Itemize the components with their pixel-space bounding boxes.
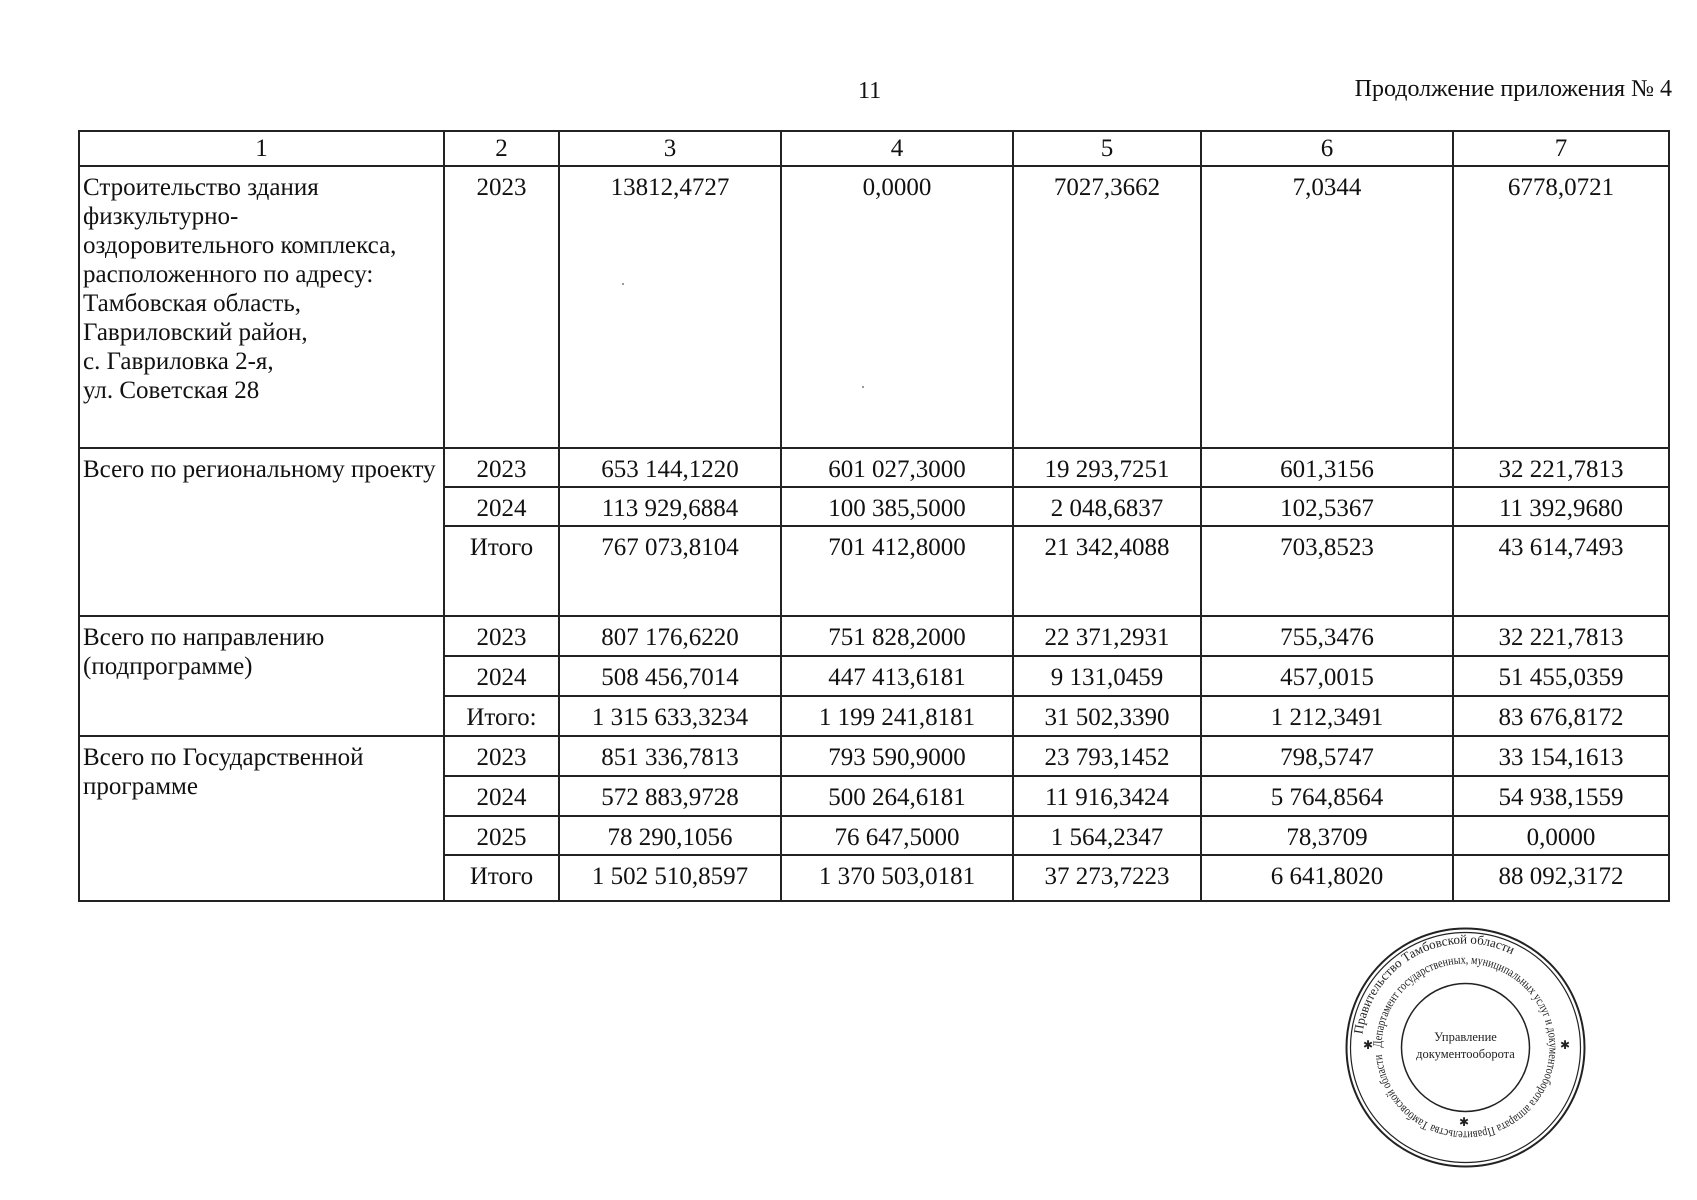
continuation-label: Продолжение приложения № 4 — [1354, 76, 1672, 102]
value-cell: 798,5747 — [1201, 736, 1453, 776]
value-cell: 2 048,6837 — [1013, 487, 1201, 526]
value-cell: 767 073,8104 — [559, 526, 781, 616]
value-cell: 88 092,3172 — [1453, 855, 1669, 901]
value-cell: 83 676,8172 — [1453, 696, 1669, 736]
value-cell: 457,0015 — [1201, 656, 1453, 696]
value-cell: 755,3476 — [1201, 616, 1453, 656]
value-cell: 500 264,6181 — [781, 776, 1013, 816]
table-row — [79, 166, 1669, 448]
value-cell: 51 455,0359 — [1453, 656, 1669, 696]
value-cell: 22 371,2931 — [1013, 616, 1201, 656]
value-cell: 703,8523 — [1201, 526, 1453, 616]
value-cell: 76 647,5000 — [781, 816, 1013, 855]
column-header: 6 — [1201, 131, 1453, 166]
value-cell: 851 336,7813 — [559, 736, 781, 776]
year-cell: 2024 — [444, 656, 559, 696]
value-cell: 78 290,1056 — [559, 816, 781, 855]
object-name-line: расположенного по адресу: — [83, 261, 374, 288]
value-cell: 32 221,7813 — [1453, 616, 1669, 656]
table-row — [79, 616, 1669, 656]
group-name-cell: Всего по региональному проекту — [79, 448, 444, 616]
value-cell: 1 502 510,8597 — [559, 855, 781, 901]
column-number-row — [79, 131, 1669, 166]
object-name-line: физкультурно- — [83, 203, 239, 230]
stamp-star-icon: ✱ — [1560, 1038, 1571, 1052]
year-cell: 2023 — [444, 616, 559, 656]
value-cell: 19 293,7251 — [1013, 448, 1201, 487]
value-cell: 11 916,3424 — [1013, 776, 1201, 816]
value-cell: 601,3156 — [1201, 448, 1453, 487]
value-cell: 7,0344 — [1201, 166, 1453, 448]
table-row — [79, 736, 1669, 776]
year-cell: 2023 — [444, 448, 559, 487]
value-cell: 5 764,8564 — [1201, 776, 1453, 816]
page-number: 11 — [858, 78, 882, 104]
value-cell: 31 502,3390 — [1013, 696, 1201, 736]
object-name-line: ул. Советская 28 — [83, 377, 260, 404]
value-cell: 21 342,4088 — [1013, 526, 1201, 616]
value-cell: 113 929,6884 — [559, 487, 781, 526]
value-cell: 9 131,0459 — [1013, 656, 1201, 696]
value-cell: 793 590,9000 — [781, 736, 1013, 776]
value-cell: 1 199 241,8181 — [781, 696, 1013, 736]
stamp-center-line-2: документооборота — [1416, 1047, 1515, 1061]
table-row — [79, 448, 1669, 487]
object-name-line: Тамбовская область, — [83, 290, 301, 317]
stamp-middle-text: Департамент государственных, муниципальных услуг и документооборота аппарата Правительства Тамбовской области — [1370, 952, 1561, 1143]
total-label-cell: Итого: — [444, 696, 559, 736]
value-cell: 1 212,3491 — [1201, 696, 1453, 736]
value-cell: 1 315 633,3234 — [559, 696, 781, 736]
value-cell: 701 412,8000 — [781, 526, 1013, 616]
year-cell: 2024 — [444, 487, 559, 526]
value-cell: 78,3709 — [1201, 816, 1453, 855]
value-cell: 751 828,2000 — [781, 616, 1013, 656]
value-cell: 0,0000 — [781, 166, 1013, 448]
object-name-line: Гавриловский район, — [83, 319, 308, 346]
column-header: 2 — [444, 131, 559, 166]
value-cell: 102,5367 — [1201, 487, 1453, 526]
value-cell: 508 456,7014 — [559, 656, 781, 696]
year-cell: 2025 — [444, 816, 559, 855]
value-cell: 447 413,6181 — [781, 656, 1013, 696]
value-cell: 572 883,9728 — [559, 776, 781, 816]
stamp-star-icon: ✱ — [1363, 1038, 1374, 1052]
value-cell: 100 385,5000 — [781, 487, 1013, 526]
value-cell: 6 641,8020 — [1201, 855, 1453, 901]
stamp-outer-text: Правительство Тамбовской области — [1350, 931, 1518, 1035]
total-label-cell: Итого — [444, 526, 559, 616]
value-cell: 23 793,1452 — [1013, 736, 1201, 776]
value-cell: 1 564,2347 — [1013, 816, 1201, 855]
value-cell: 32 221,7813 — [1453, 448, 1669, 487]
total-label-cell: Итого — [444, 855, 559, 901]
value-cell: 37 273,7223 — [1013, 855, 1201, 901]
group-name-cell: Всего по Государственной программе — [79, 736, 444, 901]
object-name-line: Строительство здания — [83, 174, 319, 201]
value-cell: 0,0000 — [1453, 816, 1669, 855]
object-name-cell — [79, 166, 444, 448]
year-cell: 2023 — [444, 166, 559, 448]
stamp-star-icon: ✱ — [1459, 1115, 1470, 1129]
stamp-center-line-1: Управление — [1434, 1030, 1497, 1044]
object-name-line: оздоровительного комплекса, — [83, 232, 397, 259]
value-cell: 7027,3662 — [1013, 166, 1201, 448]
value-cell: 6778,0721 — [1453, 166, 1669, 448]
column-header: 3 — [559, 131, 781, 166]
value-cell: 43 614,7493 — [1453, 526, 1669, 616]
year-cell: 2023 — [444, 736, 559, 776]
column-header: 4 — [781, 131, 1013, 166]
group-name-cell: Всего по направлению (подпрограмме) — [79, 616, 444, 736]
value-cell: 601 027,3000 — [781, 448, 1013, 487]
value-cell: 33 154,1613 — [1453, 736, 1669, 776]
object-name-line: с. Гавриловка 2-я, — [83, 348, 274, 375]
value-cell: 653 144,1220 — [559, 448, 781, 487]
official-stamp — [1343, 925, 1588, 1170]
year-cell: 2024 — [444, 776, 559, 816]
value-cell: 13812,4727 — [559, 166, 781, 448]
column-header: 7 — [1453, 131, 1669, 166]
column-header: 1 — [79, 131, 444, 166]
value-cell: 54 938,1559 — [1453, 776, 1669, 816]
column-header: 5 — [1013, 131, 1201, 166]
budget-table — [78, 130, 1670, 902]
value-cell: 11 392,9680 — [1453, 487, 1669, 526]
value-cell: 807 176,6220 — [559, 616, 781, 656]
value-cell: 1 370 503,0181 — [781, 855, 1013, 901]
